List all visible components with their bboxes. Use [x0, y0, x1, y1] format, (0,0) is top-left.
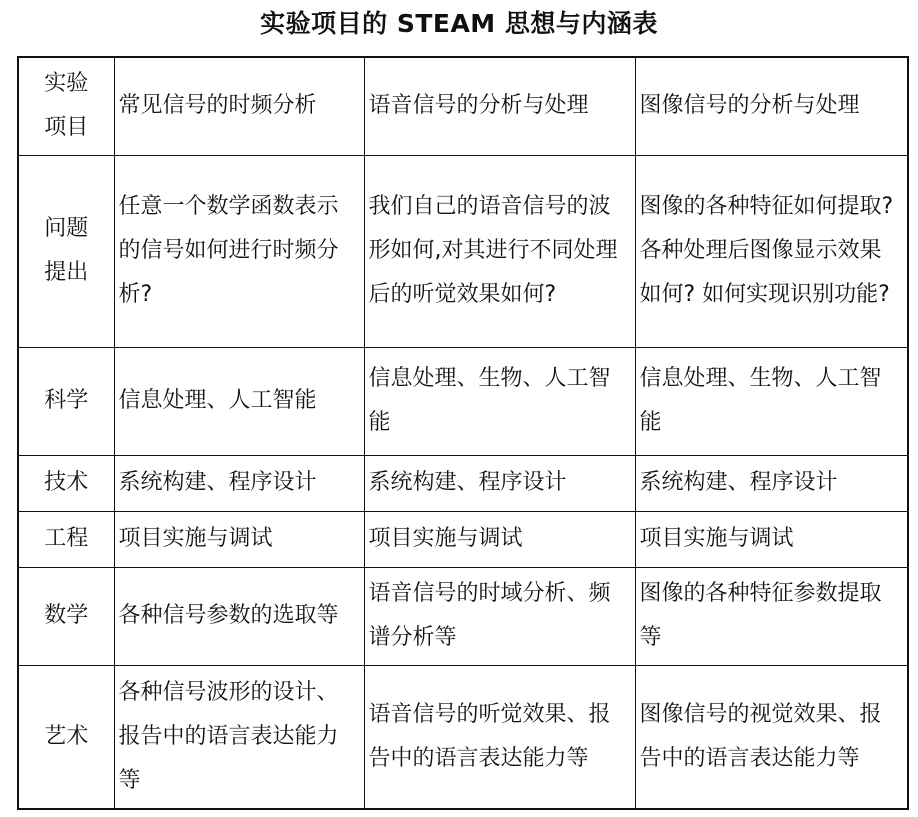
- corner-line-1: 实验: [44, 71, 89, 97]
- table-cell: 各种信号波形的设计、报告中的语言表达能力等: [114, 665, 364, 809]
- table-cell: 语音信号的时域分析、频谱分析等: [364, 567, 635, 665]
- table-cell: 图像信号的视觉效果、报告中的语言表达能力等: [635, 665, 908, 809]
- table-cell: 项目实施与调试: [635, 511, 908, 567]
- table-cell: 信息处理、人工智能: [114, 347, 364, 455]
- table-row-mathematics: [18, 567, 908, 665]
- row-label-science: 科学: [18, 347, 114, 455]
- table-cell: 系统构建、程序设计: [114, 455, 364, 511]
- column-header-time-frequency: 常见信号的时频分析: [114, 57, 364, 155]
- steam-table: [17, 56, 909, 810]
- table-cell: 项目实施与调试: [364, 511, 635, 567]
- row-label-technology: 技术: [18, 455, 114, 511]
- table-row-engineering: [18, 511, 908, 567]
- table-cell: 各种信号参数的选取等: [114, 567, 364, 665]
- table-cell: 系统构建、程序设计: [364, 455, 635, 511]
- corner-header: [18, 57, 114, 155]
- table-cell: 任意一个数学函数表示的信号如何进行时频分析?: [114, 155, 364, 347]
- row-label-question: [18, 155, 114, 347]
- row-label-engineering: 工程: [18, 511, 114, 567]
- table-row-technology: [18, 455, 908, 511]
- column-header-speech: 语音信号的分析与处理: [364, 57, 635, 155]
- table-cell: 语音信号的听觉效果、报告中的语言表达能力等: [364, 665, 635, 809]
- row-label-mathematics: 数学: [18, 567, 114, 665]
- table-row-question: [18, 155, 908, 347]
- table-cell: 信息处理、生物、人工智能: [635, 347, 908, 455]
- table-title: 实验项目的 STEAM 思想与内涵表: [260, 9, 658, 38]
- column-header-image: 图像信号的分析与处理: [635, 57, 908, 155]
- table-cell: 我们自己的语音信号的波形如何,对其进行不同处理后的听觉效果如何?: [364, 155, 635, 347]
- row-label-line-1: 问题: [44, 216, 89, 241]
- table-cell: 系统构建、程序设计: [635, 455, 908, 511]
- table-cell: 信息处理、生物、人工智能: [364, 347, 635, 455]
- table-row-science: [18, 347, 908, 455]
- row-label-arts: 艺术: [18, 665, 114, 809]
- header-row: [18, 57, 908, 155]
- table-row-arts: [18, 665, 908, 809]
- row-label-line-2: 提出: [44, 260, 89, 285]
- table-cell: 图像的各种特征参数提取等: [635, 567, 908, 665]
- table-cell: 图像的各种特征如何提取? 各种处理后图像显示效果如何? 如何实现识别功能?: [635, 155, 908, 347]
- corner-line-2: 项目: [44, 115, 89, 141]
- table-cell: 项目实施与调试: [114, 511, 364, 567]
